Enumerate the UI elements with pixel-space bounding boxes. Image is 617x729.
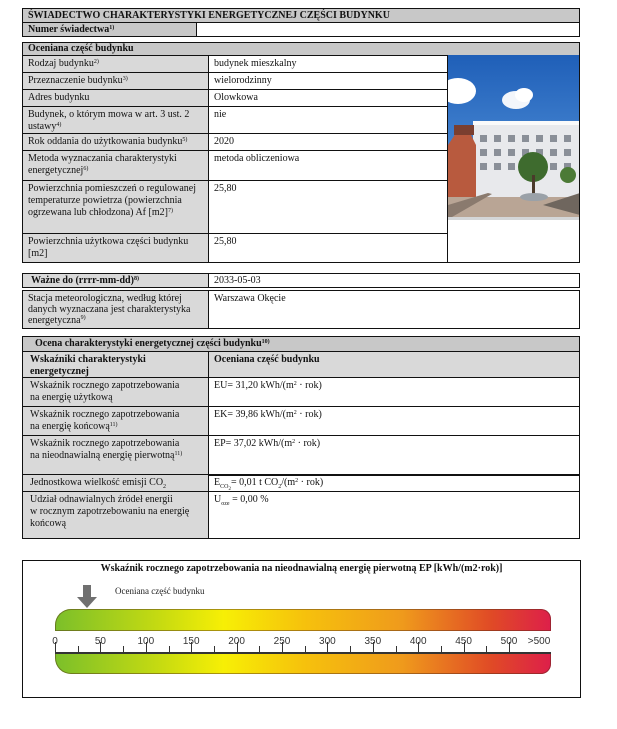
certificate-title: ŚWIADECTWO CHARAKTERYSTYKI ENERGETYCZNEJ CZĘŚCI BUDYNKU — [22, 8, 580, 23]
building-row-label: Rok oddania do użytkowania budynku$^{5)}$ — [22, 133, 209, 151]
indicator-value: EU= 31,20 kWh/$(m^2 \cdot rok)$ — [208, 377, 580, 407]
valid-until-label: Ważne do (rrrr-mm-dd)$^{8)}$ — [22, 273, 209, 288]
minor-tick — [78, 646, 79, 652]
co2-label: Jednostkowa wielkość emisji $CO_2$ — [22, 474, 209, 492]
co2-value: $E_{CO_2}= 0,01$ t $CO_2/(m^2 \cdot rok)$ — [208, 474, 580, 492]
indicator-value: EP= 37,02 kWh/$(m^2 \cdot rok)$ — [208, 435, 580, 476]
certificate-number-label: Numer świadectwa$^{1)}$ — [22, 22, 197, 37]
minor-tick — [350, 646, 351, 652]
down-arrow-icon — [77, 585, 97, 612]
tick-label: 500 — [500, 636, 518, 647]
weather-station-label: Stacja meteorologiczna, według której danych wyznaczana jest charakterystyka energetyczna$^{9)}$ — [22, 290, 209, 329]
building-row-value: 25,80 — [208, 180, 448, 234]
tick-label: 400 — [409, 636, 427, 647]
building-row-value: Olowkowa — [208, 89, 448, 107]
scale-axis-line — [55, 652, 551, 654]
building-row-value: wielorodzinny — [208, 72, 448, 90]
tick-label-over: >500 — [527, 636, 551, 647]
renewable-share-value: $U_{oze} = 0,00$ % — [208, 491, 580, 539]
minor-tick — [305, 646, 306, 652]
indicator-value: EK= 39,86 kWh/$(m^2 \cdot rok)$ — [208, 406, 580, 436]
renewable-share-label: Udział odnawialnych źródeł energii w rocznym zapotrzebowaniu na energię końcową — [22, 491, 209, 539]
tick-label: 100 — [137, 636, 155, 647]
minor-tick — [396, 646, 397, 652]
marker-label: Oceniana część budynku — [115, 586, 205, 596]
indicator-label: Wskaźnik rocznego zapotrzebowania na energię końcową$^{11)}$ — [22, 406, 209, 436]
tick-label: 50 — [94, 636, 106, 647]
indicator-label: Wskaźnik rocznego zapotrzebowania na nieodnawialną energię pierwotną$^{11)}$ — [22, 435, 209, 476]
valid-until-value: 2033-05-03 — [208, 273, 580, 288]
building-row-label: Przeznaczenie budynku$^{3)}$ — [22, 72, 209, 90]
tick-label: 250 — [273, 636, 291, 647]
indicator-label: Wskaźnik rocznego zapotrzebowania na energię użytkową — [22, 377, 209, 407]
building-row-label: Adres budynku — [22, 89, 209, 107]
building-row-label: Metoda wyznaczania charakterystyki energetycznej$^{6)}$ — [22, 150, 209, 181]
building-row-value: 2020 — [208, 133, 448, 151]
tick-label: 350 — [364, 636, 382, 647]
tick-label: 150 — [182, 636, 200, 647]
building-row-label: Powierzchnia użytkowa części budynku [m2] — [22, 233, 209, 263]
minor-tick — [123, 646, 124, 652]
tick-label: 300 — [319, 636, 336, 647]
building-row-value: nie — [208, 106, 448, 134]
building-row-label: Rodzaj budynku$^{2)}$ — [22, 55, 209, 73]
minor-tick — [441, 646, 442, 652]
scale-bar-top — [55, 609, 551, 631]
assessment-title: Ocena charakterystyki energetycznej części budynku$^{10)}$ — [22, 336, 580, 352]
scale-bar-bottom — [55, 652, 551, 674]
col-indicator-header: Wskaźniki charakterystyki energetycznej — [22, 351, 209, 378]
minor-tick — [259, 646, 260, 652]
photo-caption-bar — [448, 217, 579, 220]
tick-label: 200 — [228, 636, 245, 647]
building-row-value: metoda obliczeniowa — [208, 150, 448, 181]
building-row-value: 25,80 — [208, 233, 448, 263]
building-row-label: Powierzchnia pomieszczeń o regulowanej temperaturze powietrza (powierzchnia ogrzewana lub chłodzona) Af $[m2]^{7)}$ — [22, 180, 209, 234]
minor-tick — [214, 646, 215, 652]
tick-label: 450 — [455, 636, 472, 647]
building-section-title: Oceniana część budynku — [22, 42, 580, 56]
minor-tick — [486, 646, 487, 652]
ep-scale-chart — [22, 560, 581, 698]
building-row-value: budynek mieszkalny — [208, 55, 448, 73]
tick-label: 0 — [52, 636, 58, 647]
chart-title: Wskaźnik rocznego zapotrzebowania na nieodnawialną energię pierwotną EP [kWh/(m2·rok)] — [100, 563, 503, 574]
weather-station-value: Warszawa Okęcie — [208, 290, 580, 329]
col-value-header: Oceniana część budynku — [208, 351, 580, 378]
photo-frame — [447, 55, 580, 263]
building-row-label: Budynek, o którym mowa w art. 3 ust. 2 ustawy$^{4)}$ — [22, 106, 209, 134]
minor-tick — [169, 646, 170, 652]
certificate-number-value — [196, 22, 580, 37]
